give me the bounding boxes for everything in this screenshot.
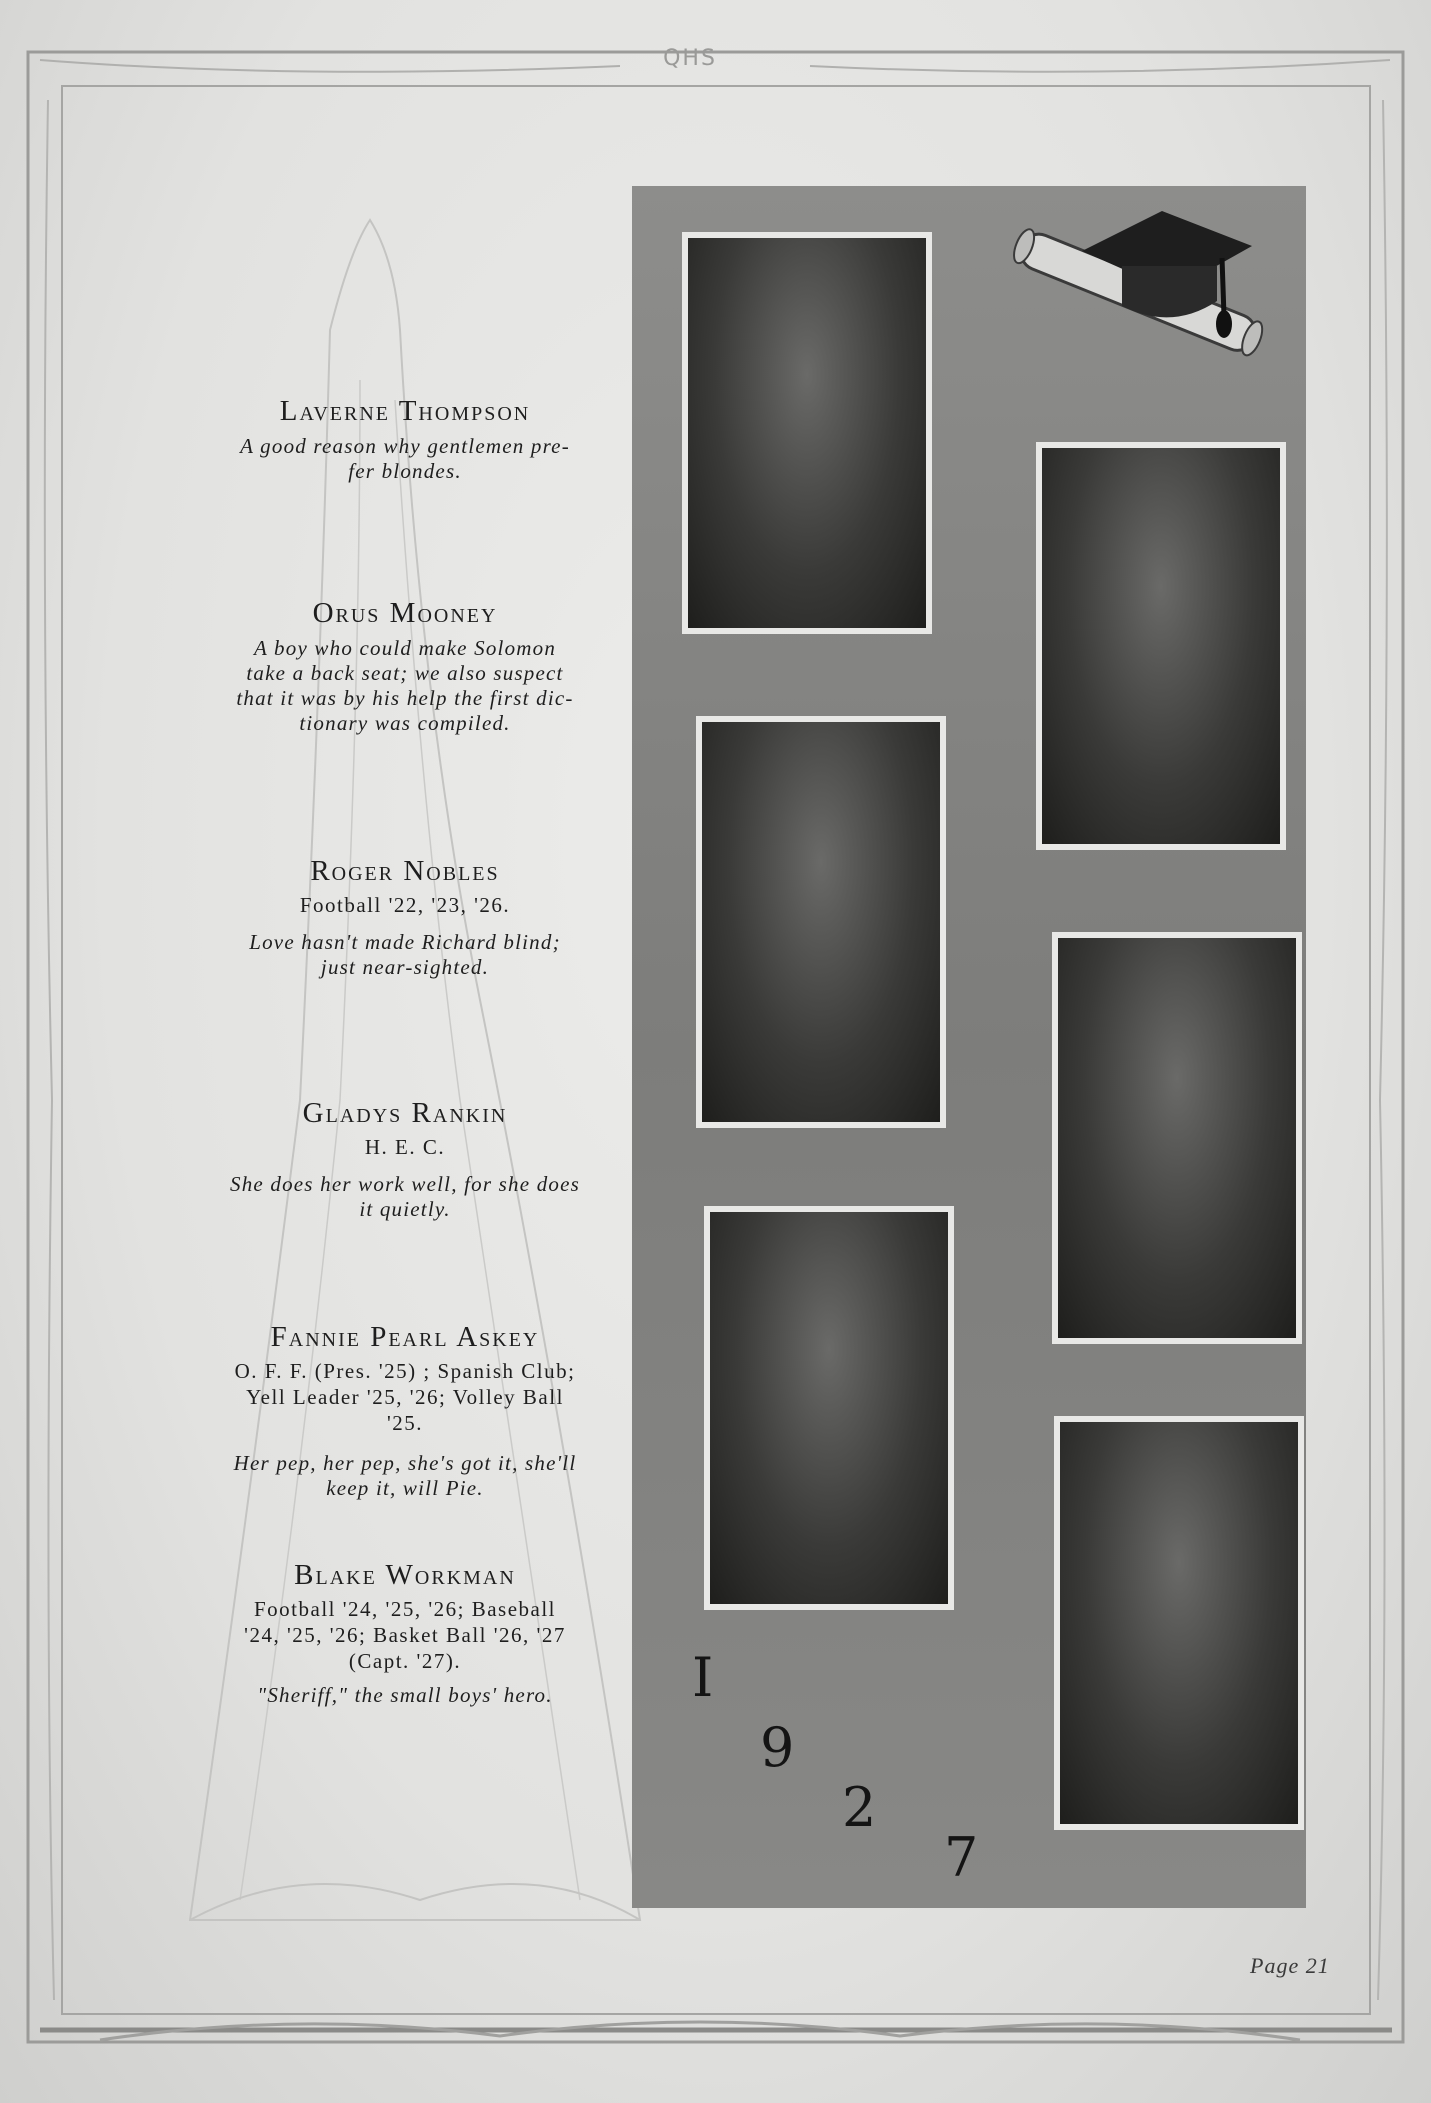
year-digit-3: 2 [842, 1776, 877, 1839]
year-digit-2: 9 [760, 1716, 795, 1779]
portrait-workman [1054, 1416, 1304, 1830]
student-name: Orus Mooney [312, 597, 498, 629]
student-name: Gladys Rankin [302, 1097, 508, 1129]
student-quote: A boy who could make Solomon take a back seat; we also suspect that it was by his help the first dic- tionary was compiled. [236, 635, 574, 736]
student-quote: A good reason why gentlemen pre- fer blondes. [240, 433, 570, 484]
student-name: Fannie Pearl Askey [270, 1321, 540, 1353]
portrait-mooney [1036, 442, 1286, 850]
student-entry-thompson [170, 396, 640, 484]
student-activities: Football '24, '25, '26; Baseball '24, '25, '26; Basket Ball '26, '27 (Capt. '27). [244, 1596, 566, 1674]
student-entry-rankin [170, 1098, 640, 1223]
student-name: Laverne Thompson [279, 395, 531, 427]
portrait-askey [704, 1206, 954, 1610]
student-name: Roger Nobles [310, 855, 500, 887]
year-digit-4: 7 [944, 1826, 979, 1889]
student-quote: She does her work well, for she does it quietly. [230, 1172, 580, 1222]
portrait-thompson [682, 232, 932, 634]
page-number: Page 21 [1250, 1953, 1330, 1978]
student-quote: "Sheriff," the small boys' hero. [257, 1682, 553, 1707]
student-activities: H. E. C. [364, 1134, 446, 1159]
student-entry-nobles [170, 856, 640, 981]
portrait-rankin [1052, 932, 1302, 1344]
student-entry-mooney [170, 598, 640, 737]
student-activities: Football '22, '23, '26. [299, 892, 511, 917]
student-entry-askey [170, 1322, 640, 1501]
student-entry-workman [170, 1560, 640, 1708]
graduation-cap-diploma-icon [992, 196, 1292, 386]
student-quote: Love hasn't made Richard blind; just near-sighted. [249, 930, 561, 980]
photo-panel [632, 186, 1306, 1908]
student-name: Blake Workman [294, 1559, 516, 1591]
student-quote: Her pep, her pep, she's got it, she'll keep it, will Pie. [233, 1450, 577, 1500]
student-activities: O. F. F. (Pres. '25) ; Spanish Club; Yell Leader '25, '26; Volley Ball '25. [234, 1358, 576, 1436]
year-digit-1: I [692, 1646, 714, 1709]
portrait-nobles [696, 716, 946, 1128]
school-monogram: QHS [663, 46, 717, 71]
